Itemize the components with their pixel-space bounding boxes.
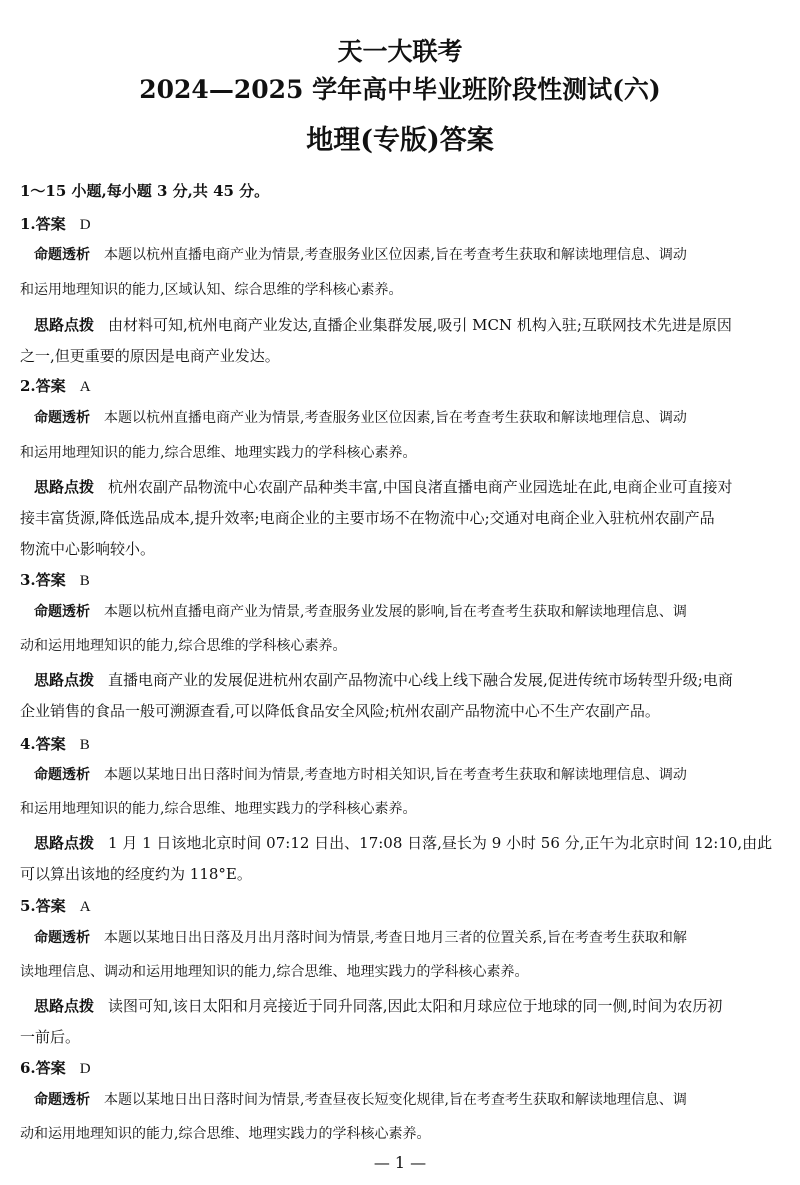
- analysis-line: [34, 1090, 786, 1110]
- answer-value: B: [79, 737, 90, 753]
- hint-line: 可以算出该地的经度约为 118°E。: [20, 865, 252, 883]
- answer-value: B: [79, 573, 90, 589]
- org-title: 天一大联考: [337, 37, 463, 66]
- analysis-line: 读地理信息、调动和运用地理知识的能力,综合思维、地理实践力的学科核心素养。: [20, 964, 529, 980]
- question-answer-line: [20, 1058, 786, 1079]
- answer-label: 答案: [35, 1059, 66, 1077]
- hint-line: 接丰富货源,降低选品成本,提升效率;电商企业的主要市场不在物流中心;交通对电商企业入驻杭州农副产品: [20, 509, 715, 527]
- hint-label: 思路点拨: [34, 671, 95, 689]
- answer-value: A: [79, 899, 91, 915]
- analysis-line: [34, 602, 786, 622]
- analysis-line: 和运用地理知识的能力,综合思维、地理实践力的学科核心素养。: [20, 801, 417, 817]
- analysis-text: 本题以某地日出日落时间为情景,考查昼夜长短变化规律,旨在考查考生获取和解读地理信息、调: [104, 1092, 687, 1108]
- analysis-label: 命题透析: [34, 767, 90, 783]
- answer-value: D: [79, 1061, 91, 1077]
- analysis-line: 动和运用地理知识的能力,综合思维、地理实践力的学科核心素养。: [20, 1126, 431, 1142]
- hint-line: 一前后。: [20, 1028, 81, 1046]
- analysis-text: 本题以杭州直播电商产业为情景,考查服务业区位因素,旨在考查考生获取和解读地理信息、调动: [104, 410, 687, 426]
- answer-label: 答案: [35, 571, 66, 589]
- hint-text: 杭州农副产品物流中心农副产品种类丰富,中国良渚直播电商产业园选址在此,电商企业可直接对: [108, 478, 733, 496]
- hint-text: 读图可知,该日太阳和月亮接近于同升同落,因此太阳和月球应位于地球的同一侧,时间为农历初: [108, 997, 723, 1015]
- hint-label: 思路点拨: [34, 316, 95, 334]
- analysis-line: 和运用地理知识的能力,综合思维、地理实践力的学科核心素养。: [20, 445, 417, 461]
- analysis-label: 命题透析: [34, 1092, 90, 1108]
- question-number: 6.: [20, 1059, 36, 1077]
- analysis-text: 本题以杭州直播电商产业为情景,考查服务业区位因素,旨在考查考生获取和解读地理信息、调动: [104, 247, 687, 263]
- analysis-text: 本题以某地日出日落及月出月落时间为情景,考查日地月三者的位置关系,旨在考查考生获取和解: [104, 930, 687, 946]
- exam-title: 2024—2025 学年高中毕业班阶段性测试(六): [139, 75, 661, 104]
- subject-title: 地理(专版)答案: [306, 125, 494, 156]
- question-answer-line: [20, 376, 786, 397]
- hint-line: [34, 477, 786, 497]
- hint-label: 思路点拨: [34, 478, 95, 496]
- analysis-label: 命题透析: [34, 930, 90, 946]
- question-number: 4.: [20, 735, 36, 753]
- question-number: 1.: [20, 215, 36, 233]
- analysis-text: 本题以杭州直播电商产业为情景,考查服务业发展的影响,旨在考查考生获取和解读地理信息、调: [104, 604, 687, 620]
- hint-line: [34, 315, 786, 335]
- answer-label: 答案: [35, 377, 66, 395]
- analysis-line: [34, 245, 786, 265]
- analysis-line: [34, 928, 786, 948]
- analysis-line: 和运用地理知识的能力,区域认知、综合思维的学科核心素养。: [20, 282, 403, 298]
- answer-value: A: [79, 379, 91, 395]
- hint-label: 思路点拨: [34, 997, 95, 1015]
- hint-line: 物流中心影响较小。: [20, 540, 156, 558]
- question-answer-line: [20, 214, 786, 235]
- hint-text: 由材料可知,杭州电商产业发达,直播企业集群发展,吸引 MCN 机构入驻;互联网技术先进是原因: [108, 316, 732, 334]
- hint-line: [34, 833, 786, 853]
- question-answer-line: [20, 570, 786, 591]
- analysis-text: 本题以某地日出日落时间为情景,考查地方时相关知识,旨在考查考生获取和解读地理信息、调动: [104, 767, 687, 783]
- page-number: — 1 —: [373, 1153, 427, 1172]
- hint-label: 思路点拨: [34, 834, 95, 852]
- hint-line: [34, 670, 786, 690]
- analysis-label: 命题透析: [34, 604, 90, 620]
- answer-label: 答案: [35, 897, 66, 915]
- hint-text: 1 月 1 日该地北京时间 07:12 日出、17:08 日落,昼长为 9 小时 56 分,正午为北京时间 12:10,由此: [108, 834, 773, 852]
- hint-text: 直播电商产业的发展促进杭州农副产品物流中心线上线下融合发展,促进传统市场转型升级;电商: [108, 671, 733, 689]
- analysis-label: 命题透析: [34, 247, 90, 263]
- question-answer-line: [20, 896, 786, 917]
- question-answer-line: [20, 734, 786, 755]
- analysis-line: [34, 408, 786, 428]
- answer-value: D: [79, 217, 91, 233]
- answer-label: 答案: [35, 735, 66, 753]
- analysis-line: [34, 765, 786, 785]
- hint-line: 企业销售的食品一般可溯源查看,可以降低食品安全风险;杭州农副产品物流中心不生产农副产品。: [20, 702, 660, 720]
- answer-label: 答案: [35, 215, 66, 233]
- analysis-label: 命题透析: [34, 410, 90, 426]
- hint-line: [34, 996, 786, 1016]
- analysis-line: 动和运用地理知识的能力,综合思维的学科核心素养。: [20, 638, 347, 654]
- question-number: 5.: [20, 897, 36, 915]
- question-number: 2.: [20, 377, 36, 395]
- question-number: 3.: [20, 571, 36, 589]
- intro-line: 1～15 小题,每小题 3 分,共 45 分。: [20, 182, 270, 200]
- hint-line: 之一,但更重要的原因是电商产业发达。: [20, 347, 280, 365]
